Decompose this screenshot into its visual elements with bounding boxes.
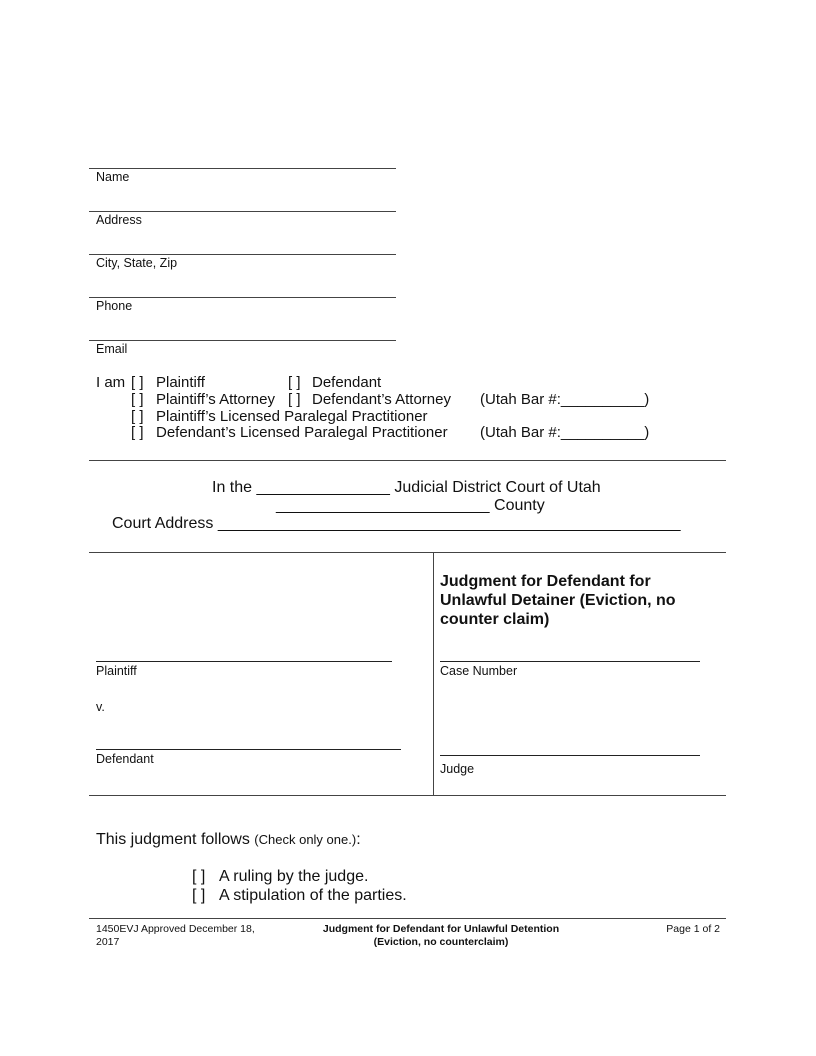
footer-title-line-1: Judgment for Defendant for Unlawful Detention [322,923,560,935]
plaintiff-name-line[interactable] [96,661,392,662]
name-line[interactable] [89,168,396,169]
stipulation-option-label: A stipulation of the parties. [219,887,407,904]
utah-bar-number-field[interactable]: (Utah Bar #:__________) [480,391,650,408]
plaintiff-lpp-option-label: Plaintiff’s Licensed Paralegal Practitioner [156,408,428,425]
phone-line[interactable] [89,297,396,298]
email-label: Email [96,342,128,356]
address-line[interactable] [89,211,396,212]
defendant-lpp-checkbox[interactable]: [ ] [131,424,144,441]
plaintiff-option-label: Plaintiff [156,374,205,391]
defendant-name-line[interactable] [96,749,401,750]
judge-line[interactable] [440,755,700,756]
utah-bar-number-field-lpp[interactable]: (Utah Bar #:__________) [480,424,650,441]
case-number-label: Case Number [440,664,518,678]
caption-divider [433,552,434,795]
footer-rule [89,918,726,919]
city-state-zip-label: City, State, Zip [96,256,178,270]
footer-page-number: Page 1 of 2 [666,923,720,935]
footer-form-id [96,923,255,948]
ruling-checkbox[interactable]: [ ] [192,868,206,885]
defendant-attorney-checkbox[interactable]: [ ] [288,391,301,408]
ruling-option-label: A ruling by the judge. [219,868,369,885]
judgment-intro-note: (Check only one.) [254,832,357,847]
court-address-line[interactable]: Court Address ____________________________________________________ [112,515,681,532]
judgment-intro-text: This judgment follows [96,831,250,848]
name-label: Name [96,170,130,184]
defendant-attorney-option-label: Defendant’s Attorney [312,391,451,408]
caption-bottom-border [89,795,726,796]
defendant-lpp-option-label: Defendant’s Licensed Paralegal Practitioner [156,424,448,441]
email-line[interactable] [89,340,396,341]
role-lead-text: I am [96,374,126,391]
court-county-line[interactable]: ________________________ County [276,497,545,514]
stipulation-checkbox[interactable]: [ ] [192,887,206,904]
court-district-line[interactable]: In the _______________ Judicial District Court of Utah [212,479,601,496]
plaintiff-lpp-checkbox[interactable]: [ ] [131,408,144,425]
phone-label: Phone [96,299,133,313]
address-label: Address [96,213,142,227]
document-title-line-1: Judgment for Defendant for [440,573,651,590]
plaintiff-caption-label: Plaintiff [96,664,137,678]
defendant-caption-label: Defendant [96,752,154,766]
defendant-option-label: Defendant [312,374,382,391]
versus-text: v. [96,700,105,714]
judgment-intro [96,831,361,849]
judge-label: Judge [440,762,475,776]
footer-title-line-2: (Eviction, no counterclaim) [373,935,509,948]
plaintiff-attorney-checkbox[interactable]: [ ] [131,391,144,408]
footer-form-id-line-1: 1450EVJ Approved December 18, [96,923,255,935]
caption-top-border [89,552,726,553]
document-title-line-2: Unlawful Detainer (Eviction, no [440,592,676,609]
plaintiff-attorney-option-label: Plaintiff’s Attorney [156,391,275,408]
document-title-line-3: counter claim) [440,611,550,628]
plaintiff-checkbox[interactable]: [ ] [131,374,144,391]
judgment-intro-colon: : [356,831,361,848]
case-number-line[interactable] [440,661,700,662]
document-title [440,572,676,629]
footer-form-id-line-2: 2017 [96,935,120,948]
city-state-zip-line[interactable] [89,254,396,255]
defendant-checkbox[interactable]: [ ] [288,374,301,391]
section-divider [89,460,726,461]
footer-title [300,923,582,948]
